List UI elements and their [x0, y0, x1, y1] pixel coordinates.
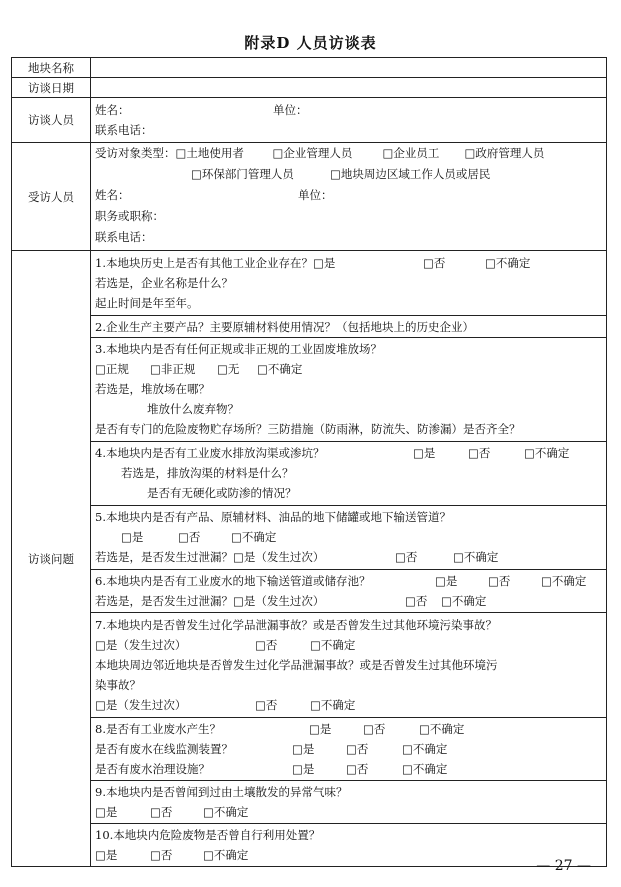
- table-row: [12, 251, 607, 316]
- page-number: — 27 —: [536, 858, 591, 874]
- table-row: [12, 613, 607, 718]
- table-row: [12, 506, 607, 570]
- table-row: [12, 143, 607, 251]
- interview-date-value[interactable]: [91, 78, 607, 98]
- interviewee-position-label: 职务或职称：: [95, 209, 164, 223]
- q3-regular[interactable]: □正规: [95, 362, 129, 376]
- question-4[interactable]: 4.本地块内是否有工业废水排放沟渠或渗坑？ □是 □否 □不确定 若选是，排放沟渠的材料是什么？ 是否有无硬化或防渗的情况？: [91, 442, 607, 506]
- q7-nearby-yes[interactable]: □是（发生过次）: [95, 698, 187, 712]
- table-row: [12, 442, 607, 506]
- question-9[interactable]: 9.本地块内是否曾闻到过由土壤散发的异常气味？ □是 □否 □不确定: [91, 781, 607, 824]
- question-5[interactable]: 5.本地块内是否有产品、原辅材料、油品的地下储罐或地下输送管道？ □是 □否 □不确定 若选是，是否发生过泄漏？□是（发生过次） □否 □不确定: [91, 506, 607, 570]
- q6-unsure[interactable]: □不确定: [541, 574, 587, 588]
- q9-yes[interactable]: □是: [95, 805, 118, 819]
- type-nearby-resident[interactable]: □地块周边区域工作人员或居民: [330, 167, 491, 181]
- interviewer-label: 访谈人员: [12, 98, 91, 143]
- table-row: [12, 338, 607, 442]
- type-land-user[interactable]: □土地使用者: [175, 146, 244, 160]
- q1-no[interactable]: □否: [423, 256, 446, 270]
- q5-no[interactable]: □否: [178, 530, 201, 544]
- interviewee-label: 受访人员: [12, 143, 91, 251]
- question-1[interactable]: 1.本地块历史上是否有其他工业企业存在？□是 □否 □不确定 若选是，企业名称是什么？ 起止时间是年至年。: [91, 251, 607, 316]
- question-7[interactable]: 7.本地块内是否曾发生过化学品泄漏事故？或是否曾发生过其他环境污染事故？ □是（发生过次） □否 □不确定 本地块周边邻近地块是否曾发生过化学品泄漏事故？或是否曾发生过其他环境污 染事故？ □是（发生过次） □否 □不确定: [91, 613, 607, 718]
- q8-monitor-yes[interactable]: □是: [292, 742, 315, 756]
- q7-no[interactable]: □否: [255, 638, 278, 652]
- table-row: [12, 58, 607, 78]
- q9-unsure[interactable]: □不确定: [203, 805, 249, 819]
- q7-nearby-no[interactable]: □否: [255, 698, 278, 712]
- q7-nearby-unsure[interactable]: □不确定: [310, 698, 356, 712]
- q8-treatment-yes[interactable]: □是: [292, 762, 315, 776]
- q4-unsure[interactable]: □不确定: [524, 446, 570, 460]
- q5-yes[interactable]: □是: [121, 530, 144, 544]
- q10-yes[interactable]: □是: [95, 848, 118, 862]
- questions-label: 访谈问题: [12, 251, 91, 867]
- q10-no[interactable]: □否: [150, 848, 173, 862]
- q10-unsure[interactable]: □不确定: [203, 848, 249, 862]
- interview-table: [11, 57, 607, 867]
- q5-leak-no[interactable]: □否: [395, 550, 418, 564]
- table-row: [12, 98, 607, 143]
- q3-irregular[interactable]: □非正规: [150, 362, 196, 376]
- interviewee-cell[interactable]: [91, 143, 607, 251]
- table-row: [12, 824, 607, 867]
- q8-monitor-unsure[interactable]: □不确定: [402, 742, 448, 756]
- q3-none[interactable]: □无: [217, 362, 240, 376]
- page-title: 附录D 人员访谈表: [244, 34, 377, 52]
- q7-yes[interactable]: □是（发生过次）: [95, 638, 187, 652]
- question-3[interactable]: 3.本地块内是否有任何正规或非正规的工业固废堆放场？ □正规 □非正规 □无 □不确定 若选是，堆放场在哪？ 堆放什么废弃物？ 是否有专门的危险废物贮存场所？三防措施（防雨淋，防流失、防渗漏）是否齐全？: [91, 338, 607, 442]
- interviewer-cell[interactable]: [91, 98, 607, 143]
- interviewer-unit-label: 单位：: [273, 103, 308, 117]
- interviewer-phone-label: 联系电话：: [95, 123, 153, 137]
- table-row: [12, 781, 607, 824]
- interviewee-name-label: 姓名：: [95, 188, 130, 202]
- type-government-manager[interactable]: □政府管理人员: [464, 146, 545, 160]
- q8-unsure[interactable]: □不确定: [419, 722, 465, 736]
- q8-monitor-no[interactable]: □否: [346, 742, 369, 756]
- table-row: [12, 78, 607, 98]
- interviewer-name-label: 姓名：: [95, 103, 130, 117]
- q5-unsure[interactable]: □不确定: [231, 530, 277, 544]
- plot-name-value[interactable]: [91, 58, 607, 78]
- q9-no[interactable]: □否: [150, 805, 173, 819]
- table-row: [12, 718, 607, 781]
- question-2[interactable]: 2.企业生产主要产品？主要原辅材料使用情况？（包括地块上的历史企业）: [91, 316, 607, 338]
- q6-leak-no[interactable]: □否: [405, 594, 428, 608]
- question-8[interactable]: 8.是否有工业废水产生？ □是 □否 □不确定 是否有废水在线监测装置？ □是 □否 □不确定 是否有废水治理设施？ □是 □否 □不确定: [91, 718, 607, 781]
- interview-date-label: 访谈日期: [12, 78, 91, 98]
- q6-no[interactable]: □否: [488, 574, 511, 588]
- question-10[interactable]: 10.本地块内危险废物是否曾自行利用处置？ □是 □否 □不确定: [91, 824, 607, 867]
- q3-unsure[interactable]: □不确定: [257, 362, 303, 376]
- q8-treatment-no[interactable]: □否: [346, 762, 369, 776]
- q4-no[interactable]: □否: [468, 446, 491, 460]
- q6-yes[interactable]: □是: [435, 574, 458, 588]
- type-enterprise-employee[interactable]: □企业员工: [382, 146, 440, 160]
- q6-leak-unsure[interactable]: □不确定: [441, 594, 487, 608]
- interviewee-unit-label: 单位：: [298, 188, 333, 202]
- q1-unsure[interactable]: □不确定: [485, 256, 531, 270]
- interviewee-phone-label: 联系电话：: [95, 230, 153, 244]
- interviewee-type-label: 受访对象类型：: [95, 146, 176, 160]
- q5-leak-unsure[interactable]: □不确定: [453, 550, 499, 564]
- q4-yes[interactable]: □是: [413, 446, 436, 460]
- q8-treatment-unsure[interactable]: □不确定: [402, 762, 448, 776]
- table-row: [12, 316, 607, 338]
- q8-no[interactable]: □否: [363, 722, 386, 736]
- q7-unsure[interactable]: □不确定: [310, 638, 356, 652]
- table-row: [12, 570, 607, 613]
- q8-yes[interactable]: □是: [309, 722, 332, 736]
- plot-name-label: 地块名称: [12, 58, 91, 78]
- question-6[interactable]: 6.本地块内是否有工业废水的地下输送管道或储存池？ □是 □否 □不确定 若选是，是否发生过泄漏？□是（发生过次） □否 □不确定: [91, 570, 607, 613]
- type-enterprise-manager[interactable]: □企业管理人员: [272, 146, 353, 160]
- type-environment-manager[interactable]: □环保部门管理人员: [191, 167, 294, 181]
